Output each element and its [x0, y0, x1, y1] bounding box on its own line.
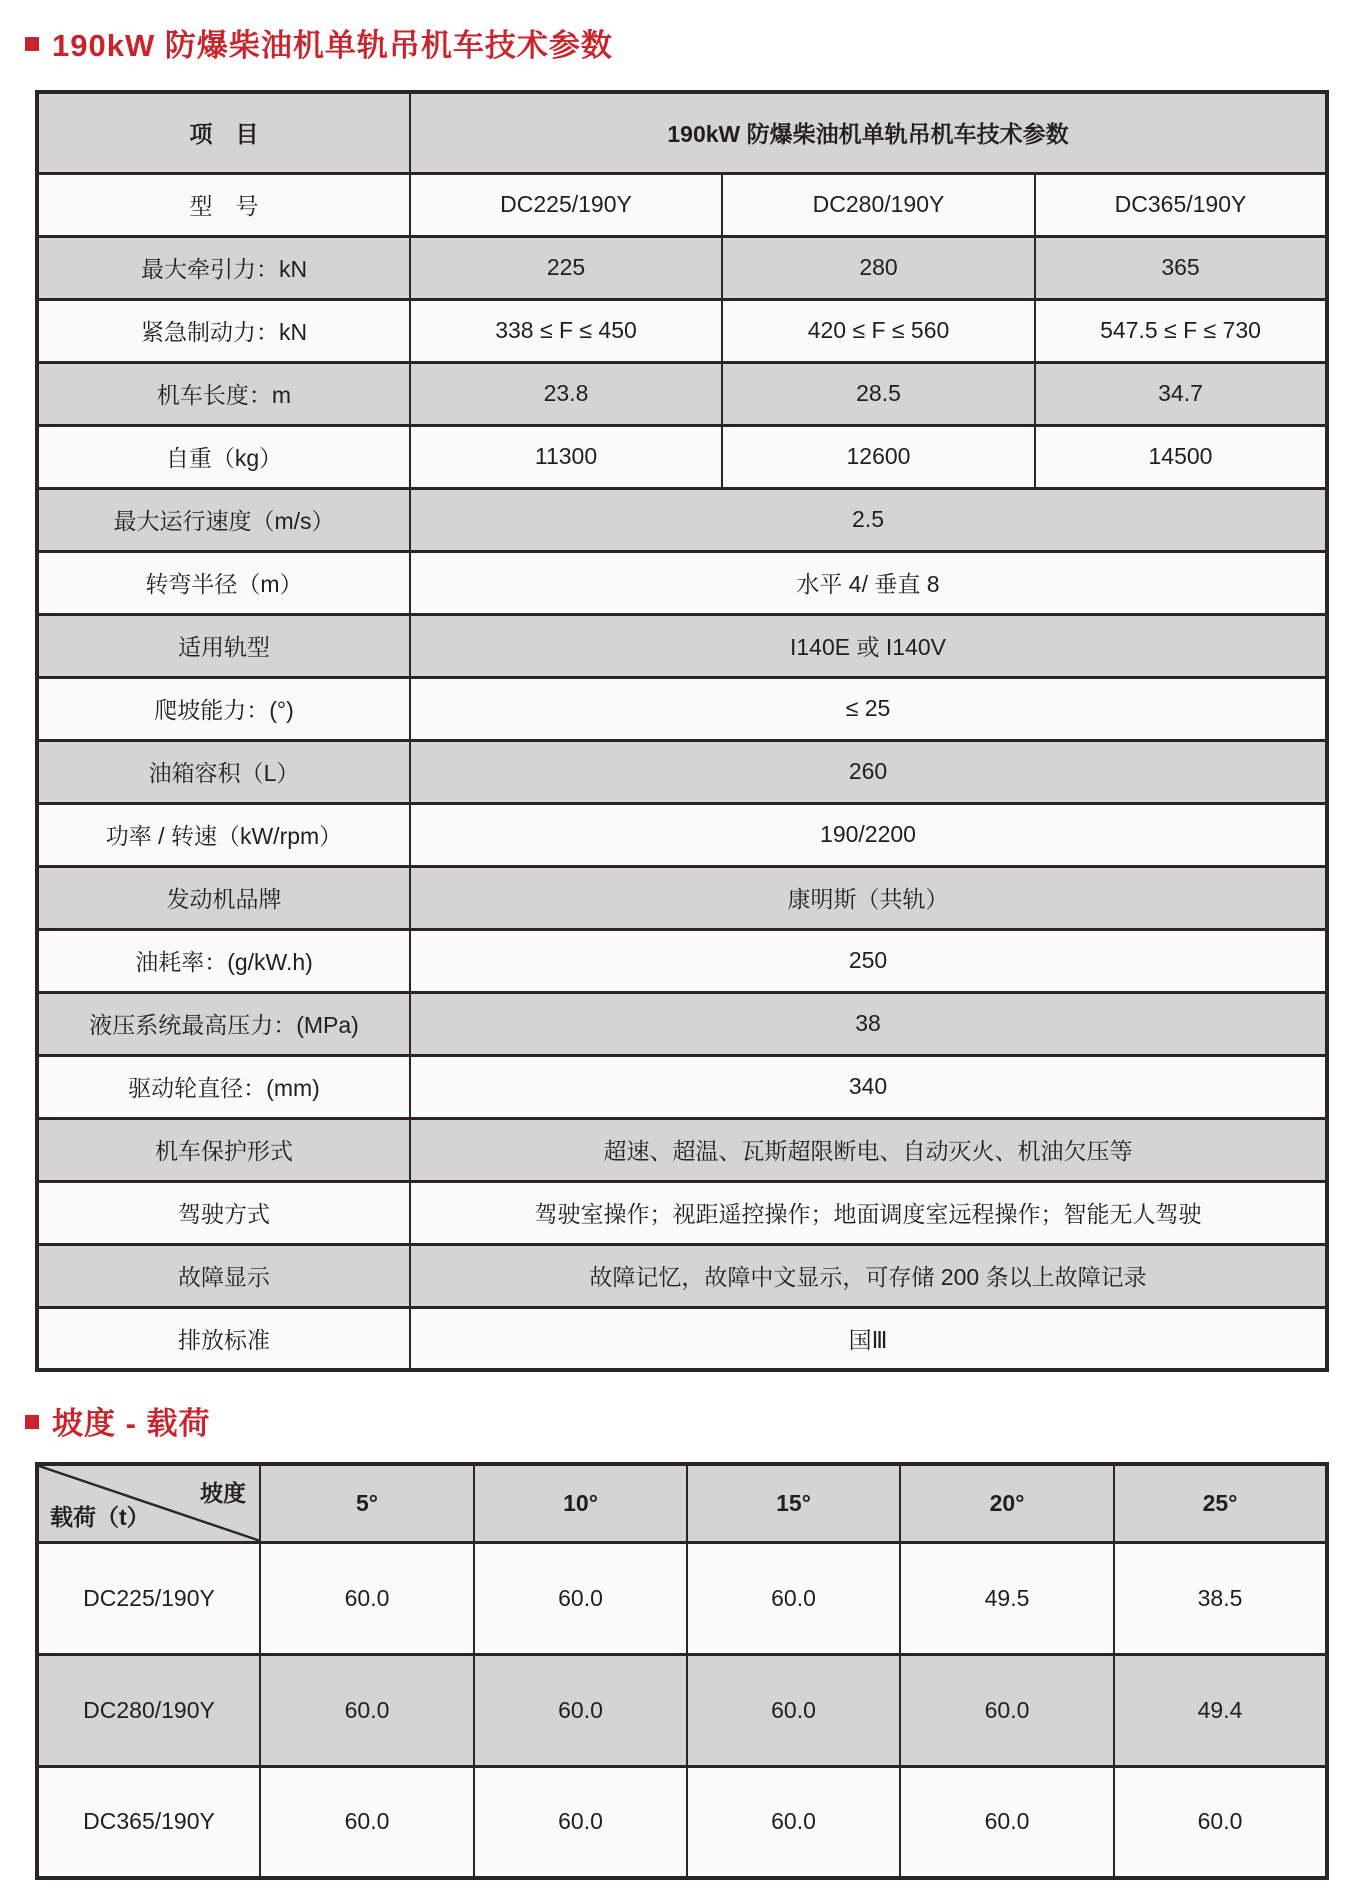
spec-row-value: 驾驶室操作；视距遥控操作；地面调度室远程操作；智能无人驾驶	[410, 1181, 1327, 1244]
spec-row-value: DC225/190Y	[410, 173, 722, 236]
spec-row-value: 250	[410, 929, 1327, 992]
load-row-value: 60.0	[474, 1542, 687, 1654]
spec-row-value: 超速、超温、瓦斯超限断电、自动灭火、机油欠压等	[410, 1118, 1327, 1181]
load-row-value: 60.0	[900, 1766, 1114, 1878]
spec-row-value: 2.5	[410, 488, 1327, 551]
technical-params-table	[35, 90, 1329, 1372]
section-title-technical-params	[25, 20, 613, 65]
spec-row-value: DC365/190Y	[1035, 173, 1327, 236]
spec-row-value: 国Ⅲ	[410, 1307, 1327, 1370]
spec-row-label: 功率 / 转速（kW/rpm）	[37, 803, 410, 866]
spec-row-value: 365	[1035, 236, 1327, 299]
load-row-value: 60.0	[900, 1654, 1114, 1766]
spec-row-value: 14500	[1035, 425, 1327, 488]
load-row-value: 60.0	[687, 1766, 900, 1878]
spec-row-value: 225	[410, 236, 722, 299]
spec-table-row	[37, 929, 1327, 992]
spec-row-value: 23.8	[410, 362, 722, 425]
spec-table-row	[37, 992, 1327, 1055]
spec-row-label: 油耗率：(g/kW.h)	[37, 929, 410, 992]
load-row-value: 60.0	[687, 1654, 900, 1766]
red-square-bullet-icon	[25, 37, 39, 51]
spec-row-value: ≤ 25	[410, 677, 1327, 740]
spec-row-value: 11300	[410, 425, 722, 488]
spec-row-value: 12600	[722, 425, 1035, 488]
spec-table-row	[37, 173, 1327, 236]
spec-row-label: 转弯半径（m）	[37, 551, 410, 614]
load-table-row	[37, 1542, 1327, 1654]
section-title-slope-load	[25, 1398, 211, 1443]
load-table-row	[37, 1766, 1327, 1878]
spec-table-row	[37, 677, 1327, 740]
diagonal-corner-cell	[37, 1464, 260, 1542]
load-row-value: 60.0	[474, 1654, 687, 1766]
load-row-value: 49.4	[1114, 1654, 1327, 1766]
load-table-row	[37, 1654, 1327, 1766]
spec-row-label: 液压系统最高压力：(MPa)	[37, 992, 410, 1055]
load-row-model: DC280/190Y	[37, 1654, 260, 1766]
spec-row-label: 机车长度：m	[37, 362, 410, 425]
spec-row-value: 水平 4/ 垂直 8	[410, 551, 1327, 614]
load-row-value: 60.0	[260, 1654, 474, 1766]
spec-table-row	[37, 551, 1327, 614]
red-square-bullet-icon	[25, 1415, 39, 1429]
slope-column-header: 15°	[687, 1464, 900, 1542]
spec-row-label: 爬坡能力：(°)	[37, 677, 410, 740]
spec-row-value: 338 ≤ F ≤ 450	[410, 299, 722, 362]
spec-table-row	[37, 362, 1327, 425]
spec-row-value: 260	[410, 740, 1327, 803]
spec-table-row	[37, 614, 1327, 677]
spec-table-row	[37, 803, 1327, 866]
spec-table-row	[37, 299, 1327, 362]
spec-row-value: 420 ≤ F ≤ 560	[722, 299, 1035, 362]
load-row-model: DC365/190Y	[37, 1766, 260, 1878]
load-row-value: 60.0	[260, 1542, 474, 1654]
spec-table-row	[37, 1244, 1327, 1307]
load-row-value: 60.0	[260, 1766, 474, 1878]
spec-row-value: 190/2200	[410, 803, 1327, 866]
corner-load-label: 载荷（t）	[50, 1503, 150, 1530]
slope-column-header: 10°	[474, 1464, 687, 1542]
load-row-value: 60.0	[687, 1542, 900, 1654]
spec-row-label: 紧急制动力：kN	[37, 299, 410, 362]
spec-row-value: 28.5	[722, 362, 1035, 425]
slope-load-table	[35, 1462, 1329, 1880]
table-header-row	[37, 1464, 1327, 1542]
spec-row-value: 34.7	[1035, 362, 1327, 425]
table-header-row	[37, 92, 1327, 173]
corner-slope-label: 坡度	[200, 1480, 246, 1506]
spec-row-value: I140E 或 I140V	[410, 614, 1327, 677]
section-title-text: 坡度 - 载荷	[52, 1406, 211, 1441]
section-title-text: 190kW 防爆柴油机单轨吊机车技术参数	[52, 28, 613, 63]
spec-table-row	[37, 425, 1327, 488]
spec-row-label: 发动机品牌	[37, 866, 410, 929]
load-row-model: DC225/190Y	[37, 1542, 260, 1654]
load-row-value: 38.5	[1114, 1542, 1327, 1654]
spec-row-label: 排放标准	[37, 1307, 410, 1370]
spec-row-label: 自重（kg）	[37, 425, 410, 488]
spec-row-value: 340	[410, 1055, 1327, 1118]
load-row-value: 60.0	[1114, 1766, 1327, 1878]
spec-row-label: 油箱容积（L）	[37, 740, 410, 803]
spec-table-row	[37, 488, 1327, 551]
spec-row-label: 故障显示	[37, 1244, 410, 1307]
spec-row-label: 驾驶方式	[37, 1181, 410, 1244]
spec-row-value: 547.5 ≤ F ≤ 730	[1035, 299, 1327, 362]
slope-column-header: 25°	[1114, 1464, 1327, 1542]
spec-row-label: 驱动轮直径：(mm)	[37, 1055, 410, 1118]
spec-row-label: 最大牵引力：kN	[37, 236, 410, 299]
spec-row-value: DC280/190Y	[722, 173, 1035, 236]
spec-row-value: 康明斯（共轨）	[410, 866, 1327, 929]
spec-table-row	[37, 1055, 1327, 1118]
spec-row-label: 适用轨型	[37, 614, 410, 677]
load-row-value: 60.0	[474, 1766, 687, 1878]
spec-row-value: 故障记忆，故障中文显示，可存储 200 条以上故障记录	[410, 1244, 1327, 1307]
spec-table-row	[37, 1307, 1327, 1370]
spec-table-row	[37, 866, 1327, 929]
spec-row-value: 280	[722, 236, 1035, 299]
spec-table-row	[37, 740, 1327, 803]
slope-column-header: 20°	[900, 1464, 1114, 1542]
spec-row-value: 38	[410, 992, 1327, 1055]
load-row-value: 49.5	[900, 1542, 1114, 1654]
spec-row-label: 型 号	[37, 173, 410, 236]
spec-row-label: 机车保护形式	[37, 1118, 410, 1181]
slope-column-header: 5°	[260, 1464, 474, 1542]
spec-table-row	[37, 236, 1327, 299]
spec-table-row	[37, 1118, 1327, 1181]
spec-table-row	[37, 1181, 1327, 1244]
header-item-label: 项 目	[37, 92, 410, 173]
header-table-title: 190kW 防爆柴油机单轨吊机车技术参数	[410, 92, 1327, 173]
spec-row-label: 最大运行速度（m/s）	[37, 488, 410, 551]
